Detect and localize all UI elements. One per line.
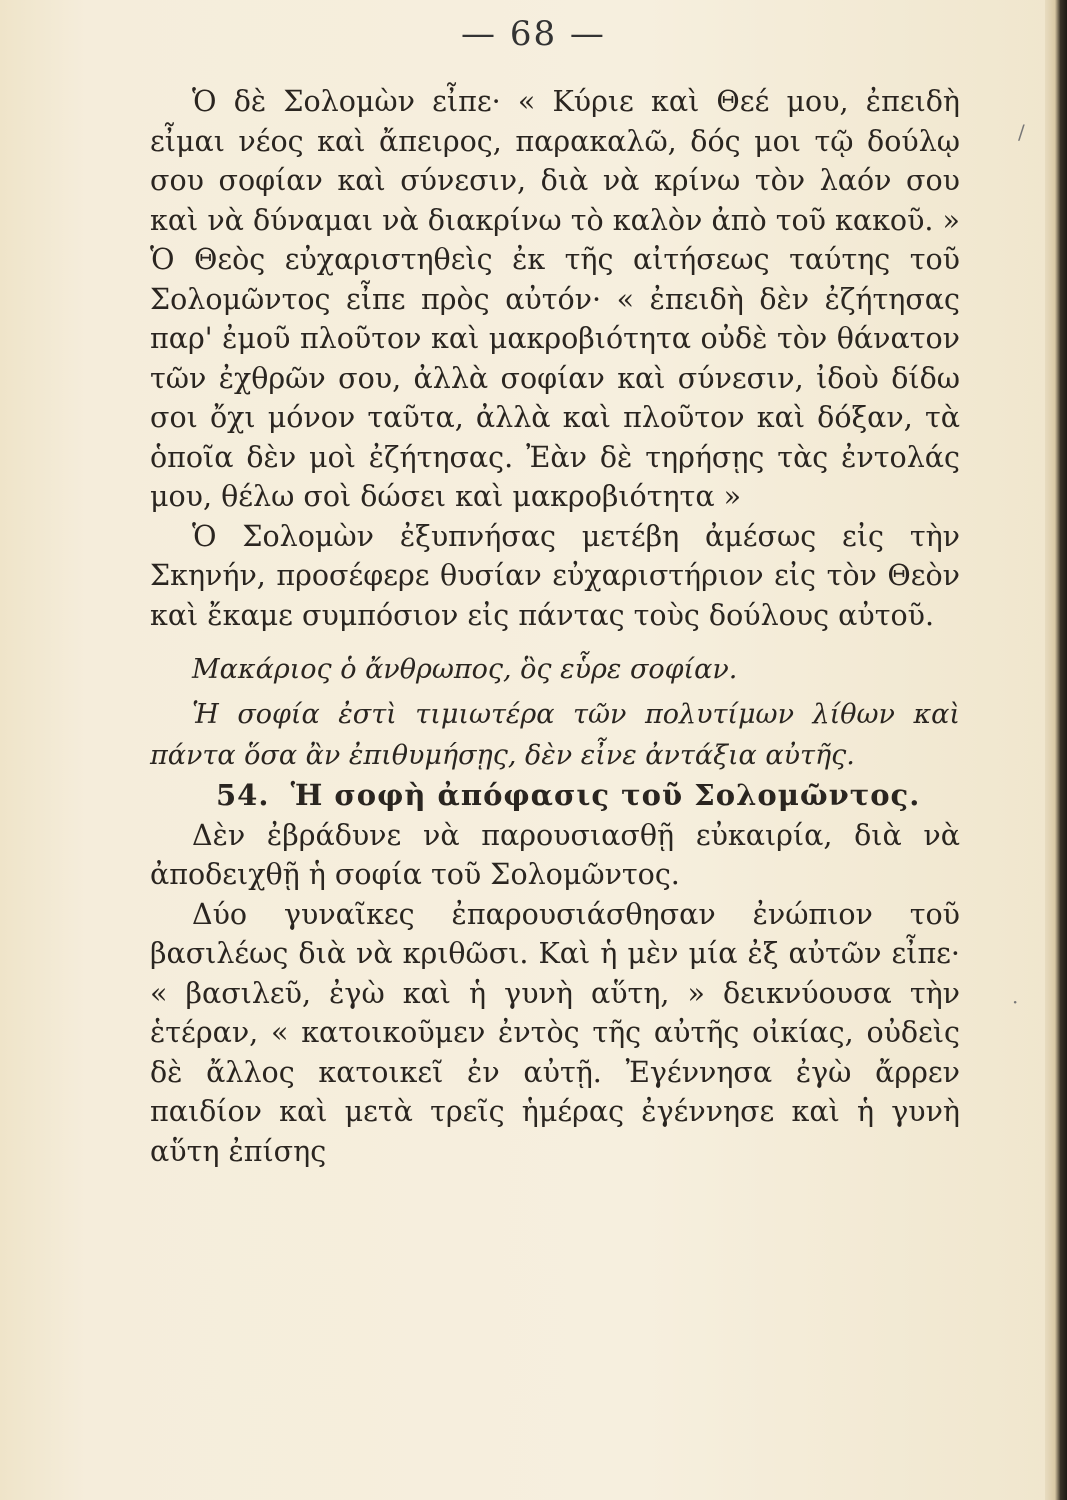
paragraph-solomon-prayer: Ὁ δὲ Σολομὼν εἶπε· « Κύριε καὶ Θεέ μου, ἐπειδὴ εἶμαι νέος καὶ ἄπειρος, παρακαλῶ, δός μοι τῷ δούλῳ σου σοφίαν καὶ σύνεσιν, διὰ νὰ κρίνω τὸν λαόν σου καὶ νὰ δύναμαι νὰ διακρίνω τὸ καλὸν ἀπὸ τοῦ κακοῦ. » Ὁ Θεὸς εὐχαριστηθεὶς ἐκ τῆς αἰτήσεως ταύτης τοῦ Σολομῶντος εἶπε πρὸς αὐτόν· « ἐπειδὴ δὲν ἐζήτησας παρ' ἐμοῦ πλοῦτον καὶ μακροβιότητα οὐδὲ τὸν θάνατον τῶν ἐχθρῶν σου, ἀλλὰ σοφίαν καὶ σύνεσιν, ἰδοὺ δίδω σοι ὄχι μόνον ταῦτα, ἀλλὰ καὶ πλοῦτον καὶ δόξαν, τὰ ὁποῖα δὲν μοὶ ἐζήτησας. Ἐὰν δὲ τηρήσῃς τὰς ἐντολάς μου, θέλω σοὶ δώσει καὶ μακροβιότητα »	[150, 85, 960, 513]
paragraph-solomon-sacrifice: Ὁ Σολομὼν ἐξυπνήσας μετέβη ἀμέσως εἰς τὴν Σκηνήν, προσέφερε θυσίαν εὐχαριστήριον εἰς τὸν Θεὸν καὶ ἔκαμε συμπόσιον εἰς πάντας τοὺς δούλους αὐτοῦ.	[150, 519, 960, 632]
section-heading	[150, 776, 960, 816]
paragraph-wisdom-shown: Δὲν ἐβράδυνε νὰ παρουσιασθῇ εὐκαιρία, διὰ νὰ ἀποδειχθῇ ἡ σοφία τοῦ Σολομῶντος.	[150, 818, 960, 891]
paragraph-two-women: Δύο γυναῖκες ἐπαρουσιάσθησαν ἐνώπιον τοῦ βασιλέως διὰ νὰ κριθῶσι. Καὶ ἡ μὲν μία ἐξ αὐτῶν εἶπε· « βασιλεῦ, ἐγὼ καὶ ἡ γυνὴ αὕτη, » δεικνύουσα τὴν ἑτέραν, « κατοικοῦμεν ἐντὸς τῆς αὐτῆς οἰκίας, οὐδεὶς δὲ ἄλλος κατοικεῖ ἐν αὐτῇ. Ἐγέννησα ἐγὼ ἄρρεν παιδίον καὶ μετὰ τρεῖς ἡμέρας ἐγέννησε καὶ ἡ γυνὴ αὕτη ἐπίσης	[150, 897, 960, 1168]
quote-wisdom-value: Ἡ σοφία ἐστὶ τιμιωτέρα τῶν πολυτίμων λίθων καὶ πάντα ὅσα ἂν ἐπιθυμήσῃς, δὲν εἶνε ἀντάξια αὐτῆς.	[150, 699, 960, 771]
quote-blessed: Μακάριος ὁ ἄνθρωπος, ὃς εὗρε σοφίαν.	[192, 654, 738, 685]
section-number: 54.	[216, 778, 270, 812]
margin-mark: ·	[1012, 990, 1019, 1014]
section-title: Ἡ σοφὴ ἀπόφασις τοῦ Σολομῶντος.	[290, 778, 921, 812]
margin-mark: /	[1018, 120, 1025, 144]
page-edge-shadow	[1045, 0, 1067, 1500]
page-body	[150, 82, 960, 1171]
page-number: — 68 —	[461, 14, 606, 54]
